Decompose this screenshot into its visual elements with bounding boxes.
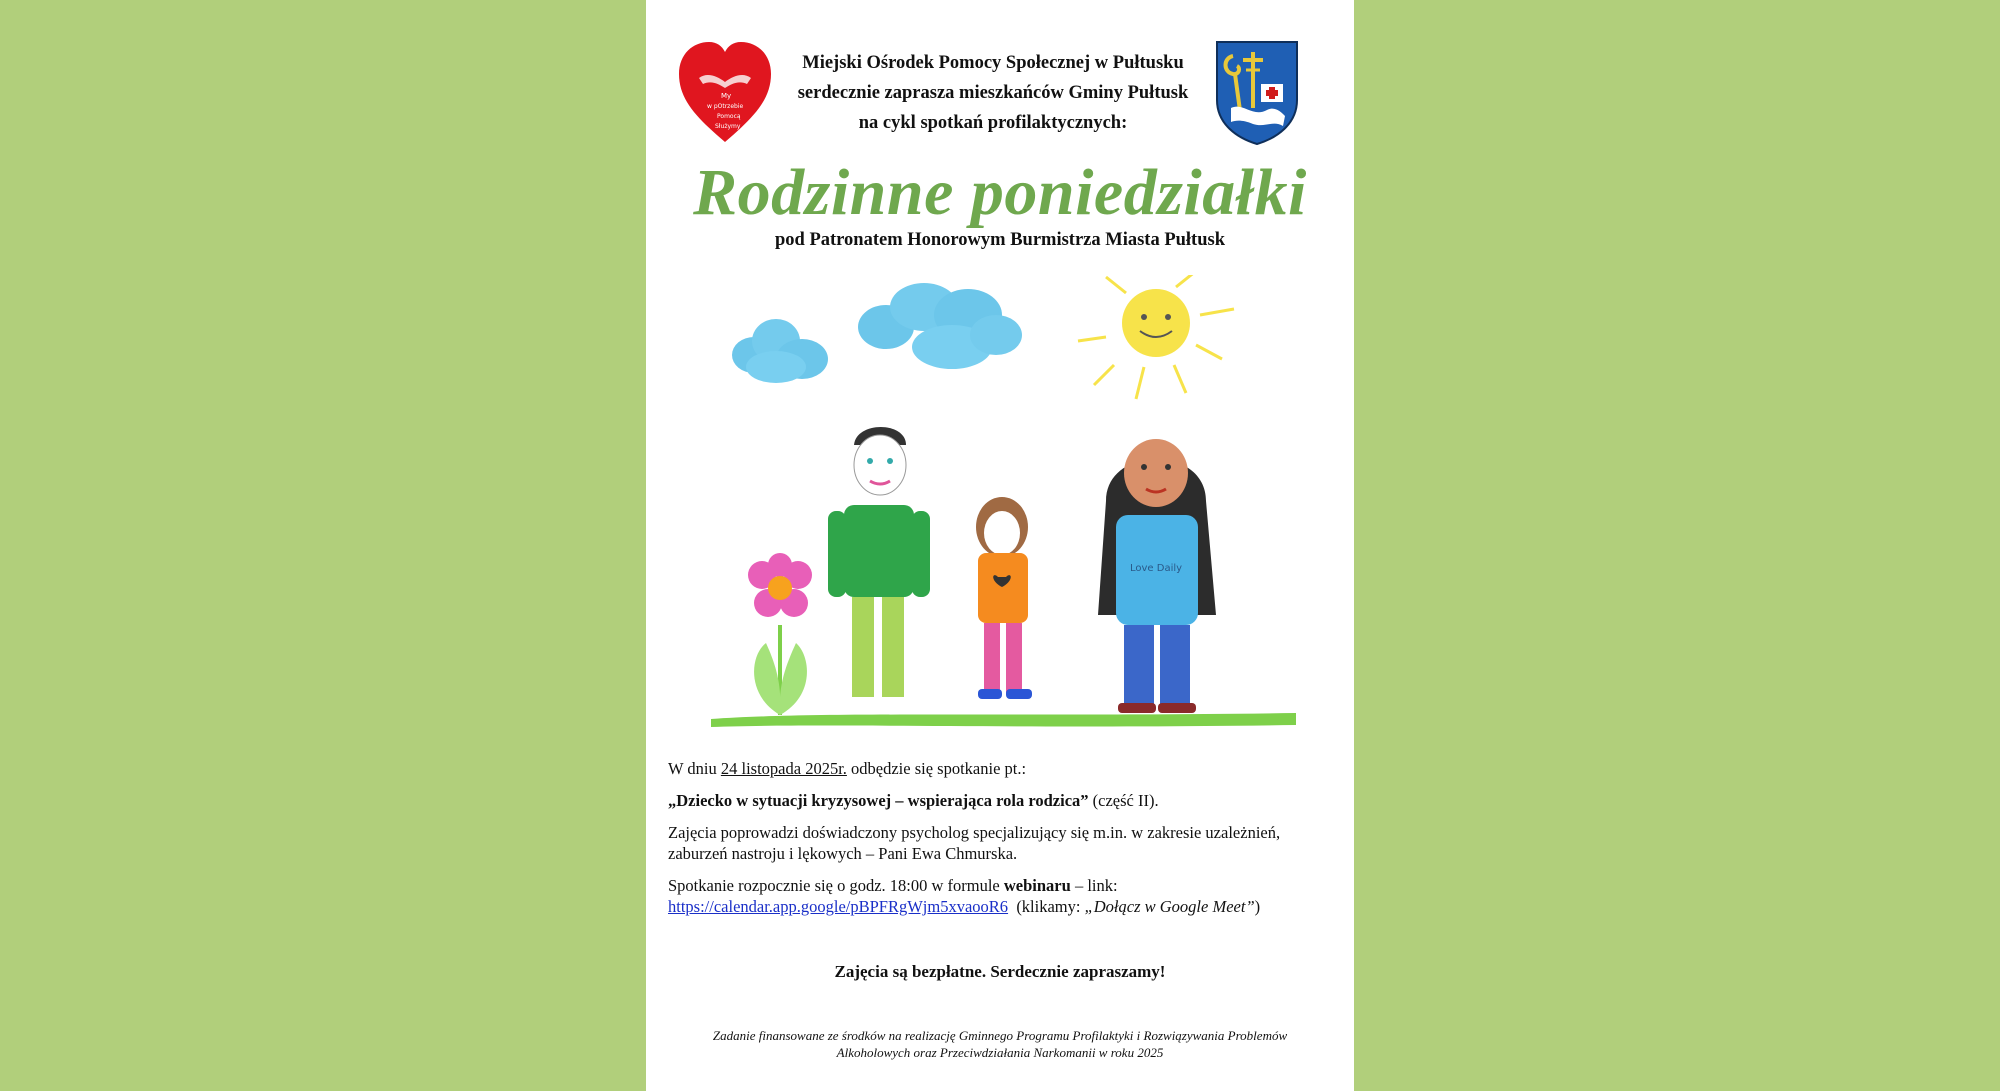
flower bbox=[748, 553, 812, 715]
grass bbox=[711, 713, 1296, 727]
footer-line-1: Zadanie finansowane ze środków na realizację Gminnego Programu Profilaktyki i Rozwiązywania Problemów bbox=[712, 1028, 1288, 1043]
header-line-2: serdecznie zaprasza mieszkańców Gminy Pułtusk bbox=[797, 83, 1189, 103]
event-date: 24 listopada 2025r. bbox=[720, 759, 847, 778]
webinar-label: webinaru bbox=[1003, 876, 1071, 895]
mops-heart-logo bbox=[677, 38, 773, 146]
poster-page bbox=[646, 0, 1354, 1091]
webinar-paragraph: Spotkanie rozpocznie się o godz. 18:00 w formule webinaru – link: https://calendar.app.google/pBPFRgWjm5xvaooR6 (klikamy: „Dołącz w Google Meet”) bbox=[668, 876, 1261, 916]
poster-title: Rodzinne poniedziałki bbox=[693, 156, 1307, 229]
funding-footer bbox=[646, 1027, 1354, 1061]
heart-text-4: Służymy bbox=[715, 123, 741, 130]
header-line-3: na cykl spotkań profilaktycznych: bbox=[858, 113, 1128, 133]
header-line-1: Miejski Ośrodek Pomocy Społecznej w Pułtusku bbox=[802, 53, 1184, 73]
heart-text-1: My bbox=[721, 92, 732, 100]
event-topic-paragraph: „Dziecko w sytuacji kryzysowej – wspierająca rola rodzica” (część II). bbox=[668, 791, 1159, 810]
child-figure bbox=[976, 497, 1032, 699]
event-details bbox=[668, 758, 1328, 928]
cloud-large bbox=[858, 283, 1022, 369]
google-meet-instruction: „Dołącz w Google Meet” bbox=[1084, 897, 1255, 916]
cloud-small bbox=[732, 319, 828, 383]
father-figure bbox=[828, 427, 930, 697]
pultusk-coat-of-arms bbox=[1213, 38, 1301, 146]
poster-subtitle: pod Patronatem Honorowym Burmistrza Miasta Pułtusk bbox=[775, 230, 1225, 250]
heart-text-3: Pomocą bbox=[717, 113, 741, 120]
event-date-paragraph: W dniu 24 listopada 2025r. odbędzie się spotkanie pt.: bbox=[668, 759, 1027, 778]
event-topic: „Dziecko w sytuacji kryzysowej – wspierająca rola rodzica” bbox=[668, 791, 1089, 810]
free-entry-note: Zajęcia są bezpłatne. Serdecznie zapraszamy! bbox=[834, 962, 1166, 981]
family-drawing bbox=[706, 275, 1306, 735]
footer-line-2: Alkoholowych oraz Przeciwdziałania Narkomanii w roku 2025 bbox=[836, 1045, 1164, 1060]
presenter-paragraph: Zajęcia poprowadzi doświadczony psycholog specjalizujący się m.in. w zakresie uzależnień, zaburzeń nastroju i lękowych – Pani Ewa Chmurska. bbox=[668, 823, 1281, 863]
shirt-text: Love Daily bbox=[1130, 563, 1183, 574]
heart-text-2: w pOtrzebie bbox=[707, 103, 744, 110]
sun bbox=[1078, 275, 1234, 399]
organizer-header bbox=[776, 48, 1210, 138]
webinar-link[interactable]: https://calendar.app.google/pBPFRgWjm5xvaooR6 bbox=[668, 897, 1009, 916]
mother-figure bbox=[1098, 439, 1216, 713]
